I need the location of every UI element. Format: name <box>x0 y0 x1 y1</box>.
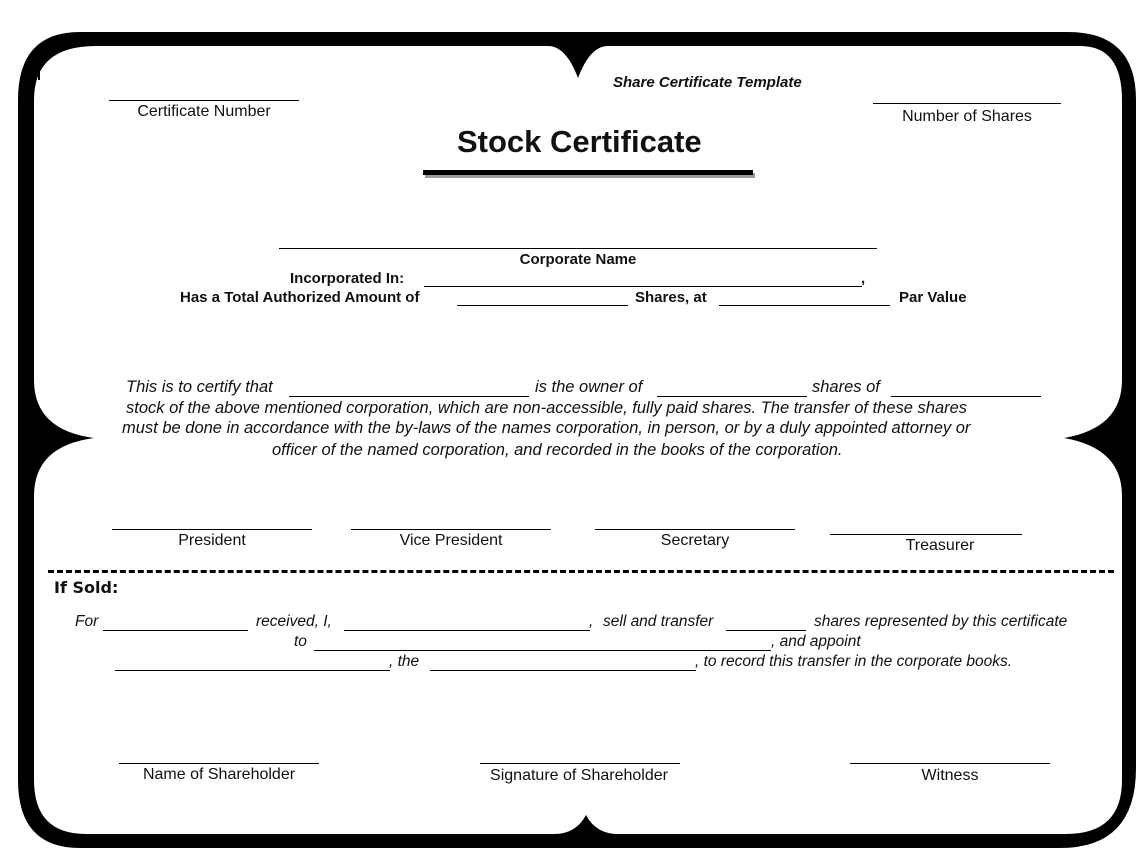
sold-shares-represented: shares represented by this certificate <box>814 613 1068 630</box>
sold-comma: , <box>589 613 594 630</box>
witness-label: Witness <box>921 767 979 784</box>
witness-signature-line <box>850 763 1050 764</box>
certificate-number-label: Certificate Number <box>137 103 271 120</box>
sold-to-record: , to record this transfer in the corporate books. <box>695 653 1013 670</box>
if-sold-heading: If Sold: <box>54 578 119 597</box>
attorney-title-line <box>430 670 696 671</box>
transferee-line <box>314 650 771 651</box>
par-value-label: Par Value <box>899 289 967 306</box>
president-label: President <box>178 532 246 549</box>
page-title: Stock Certificate <box>457 124 702 159</box>
incorporated-line <box>424 286 862 287</box>
dashed-separator <box>48 570 1114 573</box>
certificate-number-line <box>109 100 299 101</box>
incorporated-comma: , <box>861 270 866 287</box>
shareholder-name-label: Name of Shareholder <box>142 766 296 783</box>
par-value-line <box>719 305 890 306</box>
corporate-name-label: Corporate Name <box>519 251 637 268</box>
share-class-line <box>891 396 1041 397</box>
sold-the: , the <box>389 653 420 670</box>
sold-sell-transfer: sell and transfer <box>603 613 714 630</box>
vice-president-label: Vice President <box>399 532 503 549</box>
secretary-signature-line <box>595 529 795 530</box>
treasurer-label: Treasurer <box>905 537 975 554</box>
sold-consideration-line <box>103 630 248 631</box>
owner-name-line <box>289 396 529 397</box>
transfer-shares-line <box>726 630 806 631</box>
authorized-amount-line <box>457 305 628 306</box>
sold-to: to <box>294 633 307 650</box>
certify-text-3: shares of <box>812 378 880 396</box>
corporate-name-line <box>279 248 877 249</box>
incorporated-label: Incorporated In: <box>290 270 405 287</box>
template-title: Share Certificate Template <box>613 74 802 91</box>
treasurer-signature-line <box>830 534 1022 535</box>
shareholder-signature-label: Signature of Shareholder <box>490 767 668 784</box>
number-of-shares-label: Number of Shares <box>902 108 1032 125</box>
seller-name-line <box>344 630 590 631</box>
certify-text-1: This is to certify that <box>126 378 273 396</box>
certify-text-line-2: stock of the above mentioned corporation, which are non-accessible, fully paid shares. The transfer of these shares <box>126 399 968 417</box>
vice-president-signature-line <box>351 529 551 530</box>
title-underline <box>423 170 753 175</box>
authorized-label: Has a Total Authorized Amount of <box>180 289 420 306</box>
secretary-label: Secretary <box>660 532 730 549</box>
sold-received: received, I, <box>256 613 332 630</box>
attorney-line <box>115 670 390 671</box>
number-of-shares-line <box>873 103 1061 104</box>
shareholder-name-line <box>119 763 319 764</box>
shares-at-label: Shares, at <box>635 289 707 306</box>
president-signature-line <box>112 529 312 530</box>
certify-text-line-3: must be done in accordance with the by-laws of the names corporation, in person, or by a duly appointed attorney or <box>122 419 971 437</box>
sold-and-appoint: , and appoint <box>771 633 861 650</box>
shareholder-signature-line <box>480 763 680 764</box>
owned-shares-line <box>657 396 807 397</box>
certify-text-2: is the owner of <box>535 378 643 396</box>
certify-text-line-4: officer of the named corporation, and recorded in the books of the corporation. <box>272 441 843 459</box>
sold-for: For <box>75 613 99 630</box>
